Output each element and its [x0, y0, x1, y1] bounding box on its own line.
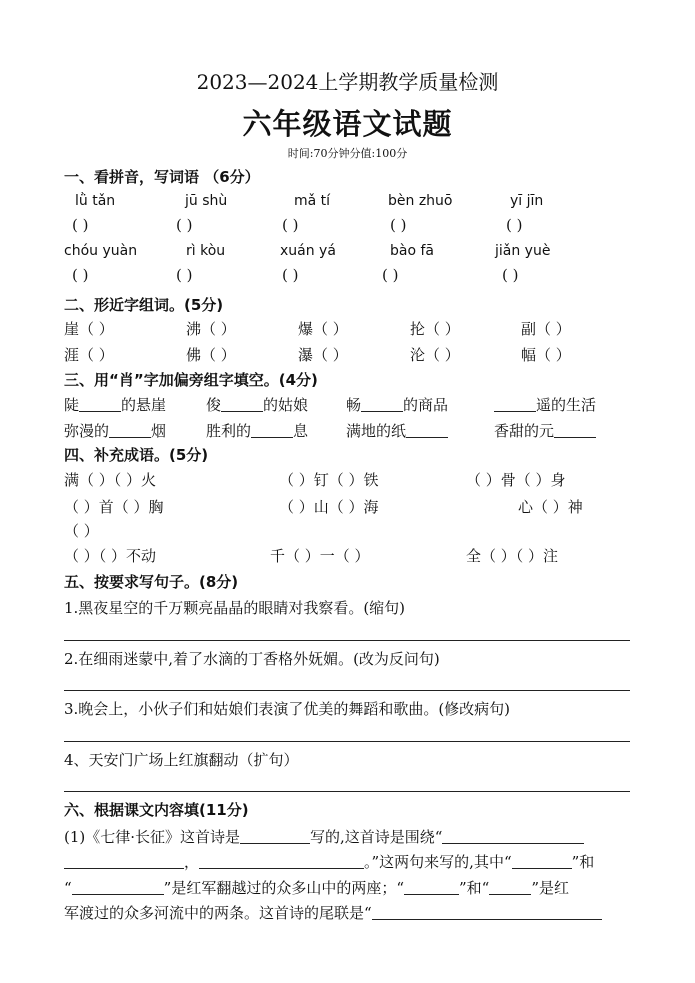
similar-char-item[interactable]: 爆（ ）: [298, 320, 348, 338]
fill-blank[interactable]: [361, 397, 403, 412]
idiom-item[interactable]: （ ）（ ）不动: [64, 547, 157, 565]
answer-line[interactable]: [64, 741, 630, 742]
pinyin-item: bào fā: [390, 243, 434, 259]
similar-char-item[interactable]: 崖（ ）: [64, 320, 114, 338]
fill-blank[interactable]: [406, 423, 448, 438]
pinyin-item: chóu yuàn: [64, 243, 138, 259]
pinyin-item: lǜ tǎn: [75, 193, 116, 209]
fill-item: 遥的生活: [494, 394, 596, 415]
section6-heading: 六、根据课文内容填(11分): [64, 801, 249, 819]
poem-fill-line: “ ”是红军翻越过的众多山中的两座；“ ”和“ ”是红: [64, 879, 570, 897]
similar-char-item[interactable]: 瀑（ ）: [298, 346, 348, 364]
exam-header-title: 2023—2024上学期教学质量检测: [196, 70, 499, 94]
idiom-item[interactable]: （ ）首（ ）胸: [64, 498, 164, 516]
similar-char-item[interactable]: 沸（ ）: [186, 320, 236, 338]
answer-line[interactable]: [64, 640, 630, 641]
poem-fill-line: (1)《七律·长征》这首诗是 写的,这首诗是围绕“: [64, 826, 584, 847]
fill-item: 陡 的悬崖: [64, 396, 167, 414]
fill-item: 俊 的姑娘: [206, 396, 309, 414]
answer-paren[interactable]: ( ): [390, 216, 407, 234]
fill-blank[interactable]: [64, 854, 184, 869]
fill-blank[interactable]: [240, 829, 310, 844]
fill-blank[interactable]: [554, 423, 596, 438]
sentence-question: 2.在细雨迷蒙中,着了水滴的丁香格外妩媚。(改为反问句): [64, 650, 440, 668]
fill-blank[interactable]: [79, 397, 121, 412]
answer-paren[interactable]: ( ): [72, 266, 89, 284]
fill-blank[interactable]: [251, 423, 293, 438]
answer-line[interactable]: [64, 791, 630, 792]
fill-blank[interactable]: [199, 854, 364, 869]
fill-item: 畅 的商品: [346, 396, 449, 414]
answer-paren[interactable]: ( ): [382, 266, 399, 284]
similar-char-item[interactable]: 抡（ ）: [410, 320, 460, 338]
section4-heading: 四、补充成语。(5分): [64, 446, 209, 464]
answer-paren[interactable]: ( ): [176, 216, 193, 234]
answer-paren[interactable]: ( ): [72, 216, 89, 234]
fill-blank[interactable]: [109, 423, 151, 438]
fill-item: 满地的纸: [346, 420, 448, 441]
exam-main-title: 六年级语文试题: [242, 107, 453, 141]
fill-blank[interactable]: [404, 880, 459, 895]
idiom-item[interactable]: 心（ ）神: [518, 498, 583, 516]
section5-heading: 五、按要求写句子。(8分): [64, 573, 239, 591]
section1-heading: 一、看拼音，写词语 （6分）: [64, 168, 260, 186]
sentence-question: 4、天安门广场上红旗翻动（扩句）: [64, 751, 299, 769]
answer-paren[interactable]: ( ): [506, 216, 523, 234]
idiom-item[interactable]: 满（ ）（ ）火: [64, 471, 157, 489]
pinyin-item: rì kòu: [186, 243, 226, 259]
pinyin-item: bèn zhuō: [388, 193, 453, 209]
answer-paren[interactable]: ( ): [282, 266, 299, 284]
similar-char-item[interactable]: 幅（ ）: [521, 346, 571, 364]
similar-char-item[interactable]: 涯（ ）: [64, 346, 114, 364]
idiom-item[interactable]: （ ）山（ ）海: [279, 498, 379, 516]
poem-fill-line: 军渡过的众多河流中的两条。这首诗的尾联是“: [64, 902, 602, 923]
fill-blank[interactable]: [512, 854, 572, 869]
similar-char-item[interactable]: 佛（ ）: [186, 346, 236, 364]
fill-blank[interactable]: [72, 880, 164, 895]
idiom-item[interactable]: （ ）钉（ ）铁: [279, 471, 379, 489]
sentence-question: 1.黑夜星空的千万颗亮晶晶的眼睛对我察看。(缩句): [64, 599, 406, 617]
pinyin-item: yī jīn: [510, 193, 544, 209]
pinyin-item: jū shù: [185, 193, 228, 209]
section2-heading: 二、形近字组词。(5分): [64, 296, 224, 314]
fill-blank[interactable]: [489, 880, 531, 895]
similar-char-item[interactable]: 副（ ）: [521, 320, 571, 338]
exam-time-score: 时间:70分钟分值:100分: [287, 147, 408, 160]
poem-fill-line: ， 。”这两句来写的,其中“ ”和: [64, 851, 594, 872]
pinyin-item: jiǎn yuè: [495, 243, 551, 259]
fill-item: 香甜的元: [494, 420, 596, 441]
sentence-question: 3.晚会上，小伙子们和姑娘们表演了优美的舞蹈和歌曲。(修改病句): [64, 700, 511, 718]
idiom-item[interactable]: 千（ ）一（ ）: [270, 547, 370, 565]
fill-item: 弥漫的 烟: [64, 422, 167, 440]
fill-blank[interactable]: [221, 397, 263, 412]
fill-blank[interactable]: [372, 905, 602, 920]
fill-blank[interactable]: [442, 829, 584, 844]
pinyin-item: mǎ tí: [294, 193, 331, 209]
answer-paren[interactable]: ( ): [282, 216, 299, 234]
idiom-item[interactable]: 全（ ）（ ）注: [466, 547, 559, 565]
idiom-item[interactable]: （ ）: [64, 522, 99, 540]
answer-line[interactable]: [64, 690, 630, 691]
fill-item: 胜利的 息: [206, 422, 309, 440]
pinyin-item: xuán yá: [280, 243, 336, 259]
fill-blank[interactable]: [494, 397, 536, 412]
answer-paren[interactable]: ( ): [502, 266, 519, 284]
similar-char-item[interactable]: 沦（ ）: [410, 346, 460, 364]
idiom-item[interactable]: （ ）骨（ ）身: [466, 471, 566, 489]
section3-heading: 三、用“肖”字加偏旁组字填空。(4分): [64, 371, 318, 389]
answer-paren[interactable]: ( ): [176, 266, 193, 284]
